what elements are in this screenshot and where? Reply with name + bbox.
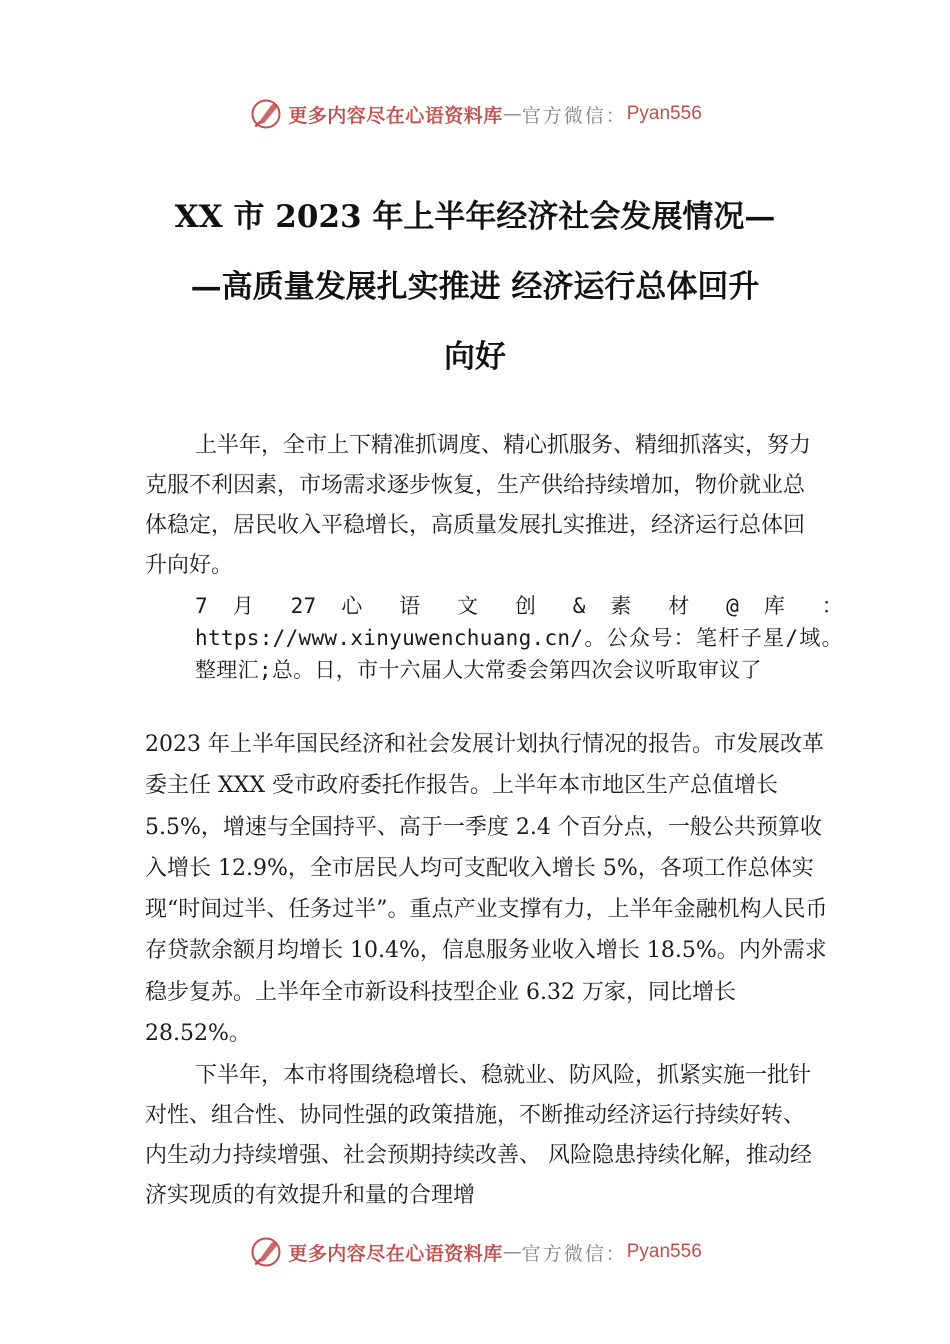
header-watermark-banner xyxy=(0,94,950,134)
paragraph-second-half-plan: 下半年，本市将围绕稳增长、稳就业、防风险，抓紧实施一批针对性、组合性、协同性强的政策措施，不断推动经济运行持续好转、内生动力持续增强、社会预期持续改善、 风险隐患持续化解，推动经济实现质的有效提升和量的合理增 xyxy=(145,1063,812,1208)
banner-brand-text: 更多内容尽在心语资料库 xyxy=(288,104,503,127)
paragraph-intro: 上半年，全市上下精准抓调度、精心抓服务、精细抓落实，努力克服不利因素，市场需求逐步恢复，生产供给持续增加，物价就业总体稳定，居民收入平稳增长，高质量发展扎实推进，经济运行总体回升向好。 xyxy=(145,433,812,578)
source-line-rest: https://www.xinyuwenchuang.cn/。公众号：笔杆子星/域。整理汇;总。日，市十六届人大常委会第四次会议听取审议了 xyxy=(195,626,843,682)
source-line-date: 7 月 27 心 语 文 创 & 素 材 @ 库 ： xyxy=(195,594,843,618)
banner-dash: — xyxy=(502,1241,522,1263)
title-line: —高质量发展扎实推进 经济运行总体回升 xyxy=(190,269,760,305)
quill-pen-logo-icon xyxy=(248,1234,284,1270)
banner-wechat-id: Pyan556 xyxy=(626,103,702,124)
paragraph-report-figures: 2023 年上半年国民经济和社会发展计划执行情况的报告。市发展改革委主任 XXX 受市政府委托作报告。上半年本市地区生产总值增长 5.5%，增速与全国持平、高于一季度 2.4 个百分点，一般公共预算收入增长 12.9%，全市居民人均可支配收入增长 5%，各项工作总体实现“时间过半、任务过半”。重点产业支撑有力，上半年金融机构人民币存贷款余额月均增长 10.4%，信息服务业收入增长 18.5%。内外需求稳步复苏。上半年全市新设科技型企业 6.32 万家，同比增长 28.52%。 xyxy=(145,732,828,1047)
title-line: 向好 xyxy=(444,339,506,375)
footer-watermark-banner xyxy=(0,1232,950,1272)
document-title xyxy=(140,182,810,392)
banner-wechat-id: Pyan556 xyxy=(626,1241,702,1262)
banner-wechat-label: 官方微信： xyxy=(521,1242,627,1265)
quill-pen-logo-icon xyxy=(248,96,284,132)
paragraph-source-note xyxy=(195,590,843,686)
title-line: XX 市 2023 年上半年经济社会发展情况— xyxy=(174,199,776,235)
banner-dash: — xyxy=(502,103,522,125)
banner-brand-text: 更多内容尽在心语资料库 xyxy=(288,1242,503,1265)
banner-wechat-label: 官方微信： xyxy=(521,104,627,127)
